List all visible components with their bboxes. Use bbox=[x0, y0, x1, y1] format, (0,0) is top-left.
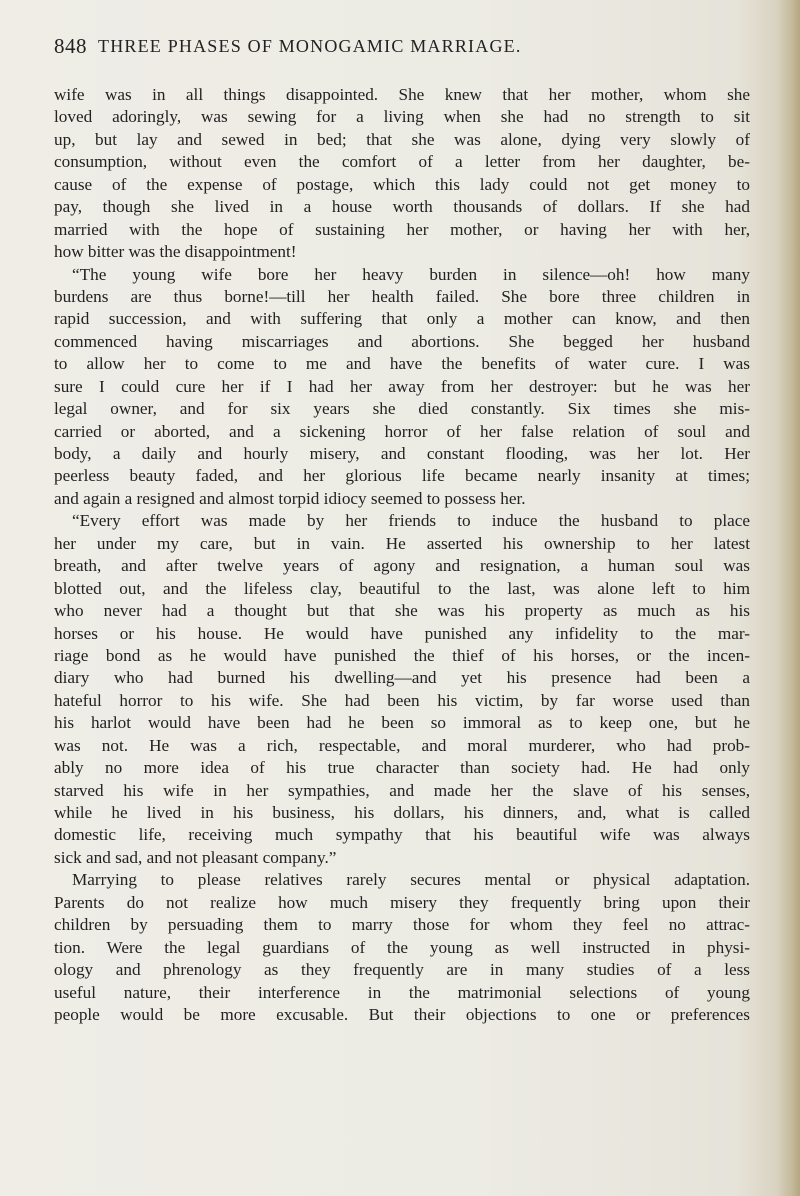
text-line: commenced having miscarriages and abortions. She begged her husband bbox=[54, 331, 750, 351]
text-line: blotted out, and the lifeless clay, beautiful to the last, was alone left to him bbox=[54, 578, 750, 598]
text-line: consumption, without even the comfort of a letter from her daughter, be- bbox=[54, 152, 750, 172]
text-line: riage bond as he would have punished the thief of his horses, or the incen- bbox=[54, 645, 750, 665]
text-line: body, a daily and hourly misery, and constant flooding, was her lot. Her bbox=[54, 444, 750, 463]
text-line: to allow her to come to me and have the benefits of water cure. I was bbox=[54, 354, 750, 374]
text-line: peerless beauty faded, and her glorious life became nearly insanity at times; bbox=[54, 466, 750, 486]
page-number: 848 bbox=[54, 34, 87, 58]
text-line: hateful horror to his wife. She had been his victim, by far worse used than bbox=[54, 690, 750, 710]
text-line: carried or aborted, and a sickening horror of her false relation of soul and bbox=[54, 421, 750, 441]
running-head: THREE PHASES OF MONOGAMIC MARRIAGE. bbox=[98, 36, 522, 56]
text-line: sure I could cure her if I had her away from her destroyer: but he was her bbox=[54, 376, 750, 396]
page-edge-shadow bbox=[778, 0, 800, 1196]
text-line: breath, and after twelve years of agony and resignation, a human soul was bbox=[54, 556, 750, 576]
text-line: was not. He was a rich, respectable, and moral murderer, who had prob- bbox=[54, 735, 750, 755]
paragraph-start-line: Marrying to please relatives rarely secures mental or physical adaptation. bbox=[72, 870, 750, 890]
text-line: wife was in all things disappointed. She knew that her mother, whom she bbox=[54, 85, 750, 104]
text-line: sick and sad, and not pleasant company.” bbox=[54, 847, 337, 867]
text-line: cause of the expense of postage, which this lady could not get money to bbox=[54, 174, 750, 194]
text-line: who never had a thought but that she was his property as much as his bbox=[54, 601, 750, 621]
body-text bbox=[54, 84, 750, 1026]
text-line: his harlot would have been had he been so immoral as to keep one, but he bbox=[54, 713, 750, 733]
text-line: while he lived in his business, his dollars, his dinners, and, what is called bbox=[54, 803, 750, 822]
text-line: legal owner, and for six years she died constantly. Six times she mis- bbox=[54, 399, 750, 419]
text-line: ology and phrenology as they frequently are in many studies of a less bbox=[54, 960, 750, 980]
text-line: Parents do not realize how much misery they frequently bring upon their bbox=[54, 892, 750, 912]
text-line: burdens are thus borne!—till her health failed. She bore three children in bbox=[54, 286, 750, 306]
text-line: domestic life, receiving much sympathy that his beautiful wife was always bbox=[54, 825, 750, 845]
text-line: tion. Were the legal guardians of the young as well instructed in physi- bbox=[54, 937, 750, 957]
text-line: ably no more idea of his true character than society had. He had only bbox=[54, 758, 750, 778]
paragraph-start-line: “The young wife bore her heavy burden in silence—oh! how many bbox=[72, 264, 750, 284]
text-line: how bitter was the disappointment! bbox=[54, 242, 297, 262]
text-line: and again a resigned and almost torpid idiocy seemed to possess her. bbox=[54, 488, 526, 508]
text-line: married with the hope of sustaining her mother, or having her with her, bbox=[54, 219, 750, 239]
text-line: up, but lay and sewed in bed; that she was alone, dying very slowly of bbox=[54, 129, 750, 149]
text-line: pay, though she lived in a house worth thousands of dollars. If she had bbox=[54, 197, 750, 217]
text-line: children by persuading them to marry those for whom they feel no attrac- bbox=[54, 915, 750, 935]
text-line: people would be more excusable. But their objections to one or preferences bbox=[54, 1004, 750, 1024]
text-line: useful nature, their interference in the matrimonial selections of young bbox=[54, 982, 750, 1002]
text-line: starved his wife in her sympathies, and made her the slave of his senses, bbox=[54, 780, 750, 800]
paragraph-start-line: “Every effort was made by her friends to induce the husband to place bbox=[72, 511, 750, 531]
text-line: her under my care, but in vain. He asserted his ownership to her latest bbox=[54, 533, 750, 553]
text-line: loved adoringly, was sewing for a living when she had no strength to sit bbox=[54, 107, 750, 127]
text-line: diary who had burned his dwelling—and yet his presence had been a bbox=[54, 668, 750, 688]
text-line: rapid succession, and with suffering that only a mother can know, and then bbox=[54, 309, 750, 329]
text-line: horses or his house. He would have punished any infidelity to the mar- bbox=[54, 623, 750, 643]
page-header bbox=[54, 34, 754, 64]
